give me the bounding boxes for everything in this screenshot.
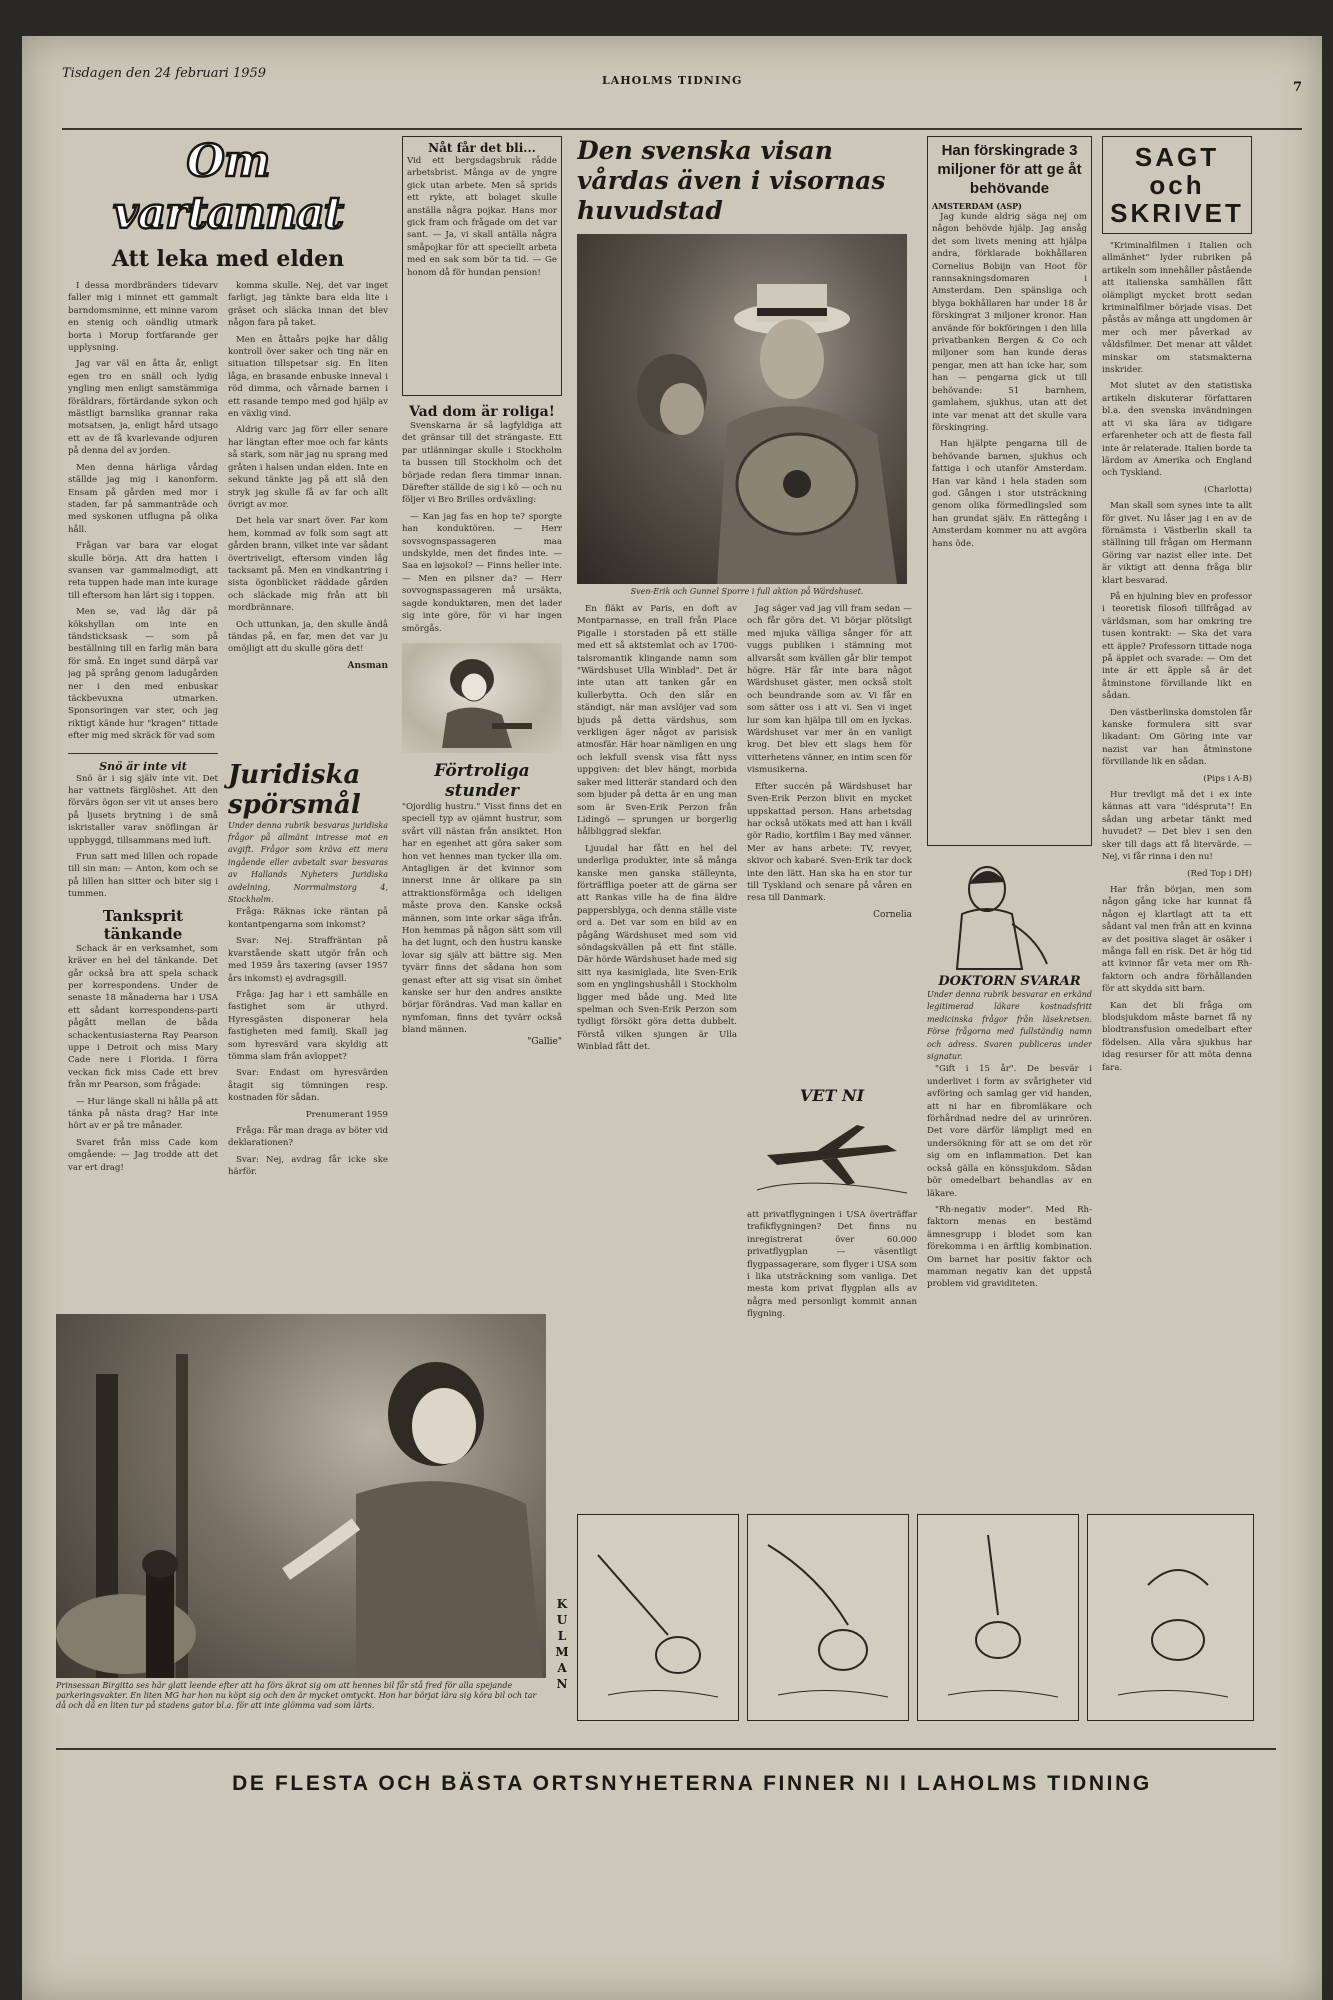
column-3: [402, 136, 562, 1356]
page-number: 7: [1292, 80, 1302, 95]
sagt-och-skrivet-title: SAGT och SKRIVET: [1110, 142, 1244, 228]
kulman-letter: M: [555, 1645, 569, 1659]
paragraph: Och uttunkan, ja, den skulle ändå tändas på, en far, men det var ju omöjligt att du skulle göra det!: [228, 619, 388, 655]
paragraph: Den västberlinska domstolen får kanske formulera sitt svar likadant: Om Göring inte var nazist var han åtminstone förvillande lik en sådan.: [1102, 707, 1252, 768]
newspaper-page: [22, 36, 1322, 2000]
paragraph: Svaret från miss Cade kom omgående: — Jag trodde att det var ert drag!: [68, 1137, 218, 1173]
paper-name: LAHOLMS TIDNING: [602, 74, 743, 87]
comic-panel-2: [747, 1514, 909, 1721]
subhead-sno: Snö är inte vit: [99, 759, 187, 773]
column-om-vartannat: [68, 136, 388, 1406]
woman-illustration-svg: [402, 643, 562, 753]
woman-illustration: [402, 643, 562, 753]
paragraph: Hur trevligt må det i ex inte kännas att vara "idéspruta"! En sådan ung arbetar tänkt med huvudet? — Det blev i sen den sker till dags att få litervärde. — Nej, vi får rinna i den nu!: [1102, 790, 1252, 863]
answer: Svar: Nej, avdrag får icke ske härför.: [228, 1154, 388, 1178]
singers-photo-svg: [577, 234, 907, 584]
paragraph: Mot slutet av den statistiska artikeln diskuterar författaren bl.a. den svenska invändningen att vi ska lära av tidigare erfarenheter och att de flesta fall inte är relaterade. Italien borde ta lärdom av Amerika och England och Tyskland.: [1102, 381, 1252, 479]
paragraph: Men se, vad låg där på kökshyllan om inte en tändsticksask — som på beställning till en farlig män bara för små. En inget sund därpå var jag på språng genom ladugården ner i den med enbuskar täckbevuxna utmarken. Sponsoringen var ster, och jag riktigt kände hur "kragen" tittade efter mig med skräck för vad som: [68, 607, 218, 742]
forskingrade-title: Han förskingrade 3 miljoner för att ge åt behövande: [937, 142, 1082, 197]
sno-body: [68, 773, 218, 901]
paragraph: Frun satt med lillen och ropade till sin man: — Anton, kom och se på lillen han sitter och biter sig i tummen.: [68, 852, 218, 900]
princess-photo-caption: Prinsessan Birgitta ses här glatt leende efter att ha förs äkrat sig om att hennes bil får stå fred för alla spejande parkeringsvakter. En liten MG har hon nu köpt sig och den är mycket omtyckt. Hon har börjat lära sig köra bil och tar då och då en liten tur på stadens gator bl.a. för att inte glömma vad som lärts.: [56, 1678, 546, 1714]
sagt-och-skrivet-header: [1102, 136, 1252, 234]
paragraph: Jag säger vad jag vill fram sedan — och får göra det. Vi börjar plötsligt med mjuka välliga sånger för att vuggs publiken i stämning mot allvarsåt som kvällen går blir tempot högre. Här får inte bara något Wärdshuset gäster, men också stolt och beundrande som av. Vi får en som sätter oss i att vi. Sen vi inget lur som kan hjälpa till om en lyckas. Wärdshuset var mer än en vanligt krog. Det blev ett slags hem för vitterhetens vänner, en intim scen för vismusikerna.: [747, 604, 912, 776]
paragraph: Aldrig varc jag förr eller senare har längtan efter moe och far känts så stark, som när jag nu sprang med gråten i halsen undan elden. Inte en sekund tänkte jag på att slå den stryk jag skulle få av far och allt övrigt av mor.: [228, 425, 388, 510]
forskingrade-body: [932, 211, 1087, 550]
box-title: Nåt får det bli...: [428, 141, 536, 155]
paragraph: Svenskarna är så lagfyldiga att det gränsar till det strängaste. Ett par utlänningar skulle i Stockholm ta bussen till Stockholm och det började redan flera timmar innan. Därefter ställde de sig i kö — och nu följer vi Bro Brilles ordväxling:: [402, 421, 562, 506]
paragraph: Men denna härliga vårdag ställde jag mig i kanonform. Ensam på gården med mor i staden, far på sammanträde och med syskonen utflugna på olika håll.: [68, 462, 218, 535]
paragraph: "Rh-negativ moder". Med Rh-faktorn menas en bestämd ämnesgrupp i blodet som kan förekomma i en ärftlig kombination. Om barnet har positiv faktor och mamman negativ kan det uppstå problem vid graviditeten.: [927, 1204, 1092, 1290]
tanksprit-body: [68, 943, 218, 1174]
article-body-col-a: [68, 280, 218, 747]
paragraph: Snö är i sig själv inte vit. Det har vattnets färglöshet. Att den förvärs ögon ser vit ut anses bero på ljusets brytning i de små iskristaller varav snöflingan är uppbyggd, tillsammans med luft.: [68, 773, 218, 846]
juridiska-qa: [228, 906, 388, 1178]
bottom-banner: DE FLESTA OCH BÄSTA ORTSNYHETERNA FINNER NI I LAHOLMS TIDNING: [232, 1772, 1152, 1795]
answer: Svar: Nej. Straffräntan på kvarstående skatt utgör från och med 1959 års taxering (avser 1957 års inkomst) ej avdragsgill.: [228, 936, 388, 984]
paragraph: komma skulle. Nej, det var inget farligt, jag tänkte bara elda lite i gräset och släcka innan det blev någon fara på taket.: [228, 281, 388, 329]
question: Fråga: Jag har i ett samhälle en fastighet som är uthyrd. Hyresgästen disponerar hela fastigheten med familj. Skall jag som hyresvärd vara skyldig att tömma slam från avloppet?: [228, 989, 388, 1062]
paragraph: "Gift i 15 år". De besvär i underlivet i form av svårigheter vid avföring och samlag ger vid handen, att ni har en fibromläkare och förhårdnad nedre del av urinrören. Det vore därför lämpligt med en undersökning för att se om det rör sig om en inflammation. Det kan också gälla en könssjukdom. Sådan bör omedelbart behandlas av en läkare.: [927, 1064, 1092, 1199]
comic-panel-1: [577, 1514, 739, 1721]
comic-panel-2-art: [748, 1515, 908, 1720]
singers-photo-caption: Sven-Erik och Gunnel Sporre i full aktion på Wärdshuset.: [630, 587, 864, 596]
box-nat-far-det-bli: [402, 136, 562, 396]
doktorn-title: DOKTORN SVARAR: [938, 974, 1081, 989]
doctor-sketch: [927, 854, 1092, 974]
kulman-letter: U: [556, 1613, 568, 1627]
question: Fråga: Räknas icke räntan på kontantpengarna som inkomst?: [228, 907, 388, 930]
column-sagt-och-skrivet: [1102, 136, 1252, 1416]
vet-ni-title: VET NI: [799, 1086, 865, 1105]
signature: Prenumerant 1959: [305, 1109, 388, 1120]
paragraph: På en hjulning blev en professor i teoretisk filosofi tillfrågad av världsman, som har omkring tre tusen kontrakt: — Ska det vara ett äpple? Professorn tittade noga på äpplet och svarade: — Om det inte är ett äpple så är det åtminstone förvillande likt en sådan.: [1102, 591, 1252, 702]
vad-dom-body: [402, 420, 562, 635]
doktorn-answers: [927, 1063, 1092, 1290]
vet-ni-block: [747, 1086, 917, 1416]
paragraph: Efter succén på Wärdshuset har Sven-Erik Perzon blivit en mycket uppskattad person. Hans arbetsdag har också utökats med att han i kväll gör Radio, kortfilm i Bay med vänner. Mer av hans arbete: TV, revyer, skivor och kabaré. Sven-Erik tar dock inte den lätt. Han ska ha en stor tur till Tyskland och senare på våren en resa till Danmark.: [747, 781, 912, 904]
paragraph: Jag kunde aldrig säga nej om någon behövde hjälp. Jag ansåg det som livets mening att hjälpa andra, förklarade bokhållaren Cornelius Bobijn van Hoot för rannsakningsdomaren i Amsterdam. Den spänsliga och blyga bokhållaren har under 18 år förskingrat 3 miljoner kronor. Han använde för bokföringen i den lilla privatbanken Bergen & Co och miljoner som han kunde deras pengar, men att han icke har, som han — pengarna gick ut till behövande: 51 barnhem, gamlahem, sjukhus, utan att det inte var menat att det skulle vara förskingring.: [932, 212, 1087, 433]
paragraph: Har från början, men som någon gång icke har kunnat få någon ej klartlagt att ta ett sådant val men från att en kvinna av det positiva slaget är osäker i många fall en risk. Det är hög tid att kvinnor får veta mer om Rh-faktorn och andra förhållanden för att skydda sitt barn.: [1102, 884, 1252, 995]
forskingrade-dateline: AMSTERDAM (ASP): [932, 201, 1022, 211]
header-rule: [62, 128, 1302, 130]
column-5: [927, 136, 1092, 1416]
kulman-letter: A: [557, 1661, 567, 1675]
doktorn-intro: Under denna rubrik besvarar en erkänd legitimerad läkare kostnadsfritt medicinska frågor från läsekretsen. Förse frågorna med fullständig namn och adress. Svaren publiceras under signatur.: [927, 990, 1092, 1062]
comic-panel-4: [1087, 1514, 1254, 1721]
sagt-och-skrivet-body: [1102, 240, 1252, 1074]
singers-photo: [577, 234, 907, 584]
paragraph: Han hjälpte pengarna till de behövande barnen, sjukhus och fattiga i och utanför Amsterdam. Han var känd i hela staden som god. Gången i stor utsträckning genom olika förmedlingsled som han grundat själv. En rättegång i Amsterdam kommer nu att avgöra hans öde.: [932, 439, 1087, 549]
signature: (Charlotta): [1204, 484, 1252, 495]
fortroliga-signature: "Gallie": [527, 1036, 562, 1047]
paragraph: Frågan var bara var elogat skulle börja. Att dra hatten i svansen var gammalmodigt, att reta tuppen hade man inte kurage till eftersom han lärt sig i toppen.: [68, 541, 218, 601]
signature: (Pips i A-B): [1203, 773, 1252, 784]
paragraph: I dessa mordbränders tidevarv faller mig i minnet ett gammalt barndomsminne, ett minne varom en stenig och oändlig utmark borta i Morup fortfarande ger upplysning.: [68, 281, 218, 354]
question: Fråga: Får man draga av böter vid deklarationen?: [228, 1125, 388, 1149]
paragraph: Det hela var snart över. Far kom hem, kommad av folk som sagt att gården brann, vilket inte var sådant övertriveligt, eftersom vinden låg tacksamt på. Men en vindkantring i sista ögonblicket räddade gården och släckade mig från att bli mordbrännare.: [228, 516, 388, 614]
kulman-letter: K: [556, 1597, 568, 1611]
juridiska-title: Juridiska spörsmål: [228, 759, 361, 820]
airplane-illustration: [747, 1105, 917, 1205]
article-body-col-b: [228, 280, 388, 747]
article-title-leka-med-elden: Att leka med elden: [111, 246, 345, 272]
vad-dom-title: Vad dom är roliga!: [409, 404, 555, 420]
paragraph: Kan det bli fråga om blodsjukdom måste barnet få ny blodtransfusion omedelbart efter födelsen. Alla våra sjukhus har idag resurser för att möta denna fara.: [1102, 1000, 1252, 1073]
paragraph: Man skall som synes inte ta allt för givet. Nu låser jag i en av de förnämsta i Västberlin skall ta ställning till frågan om Hermann Göring var nazist eller inte. Det är viktigt att denna fråga blir klart besvarad.: [1102, 501, 1252, 586]
article-signature: Ansman: [347, 660, 388, 671]
svenska-visan-body-left: [577, 603, 737, 1058]
juridiska-intro: Under denna rubrik besvaras juridiska frågor på allmänt intresse mot en avgift. Frågor som kräva ett mera ingående eller avbetalt svar besvaras av Hallands Nyheters Juridiska avdelning, Norrmalmstorg 4, Stockholm.: [228, 820, 388, 905]
vet-ni-body: att privatflygningen i USA överträffar trafikflygningen? Det finns nu inregistrerat över 60.000 privatflygplan — väsentligt flygpassagerare, som flyger i USA som i lika utsträckning som vanliga. Det mesta kom privat flygplan alls av några med personligt kommit annan flygning.: [747, 1210, 917, 1320]
page-header: [62, 66, 1302, 94]
princess-photo-svg: [56, 1314, 546, 1714]
comic-panel-1-art: [578, 1515, 738, 1720]
kulman-letter: L: [557, 1629, 567, 1643]
kulman-letter: N: [556, 1677, 568, 1691]
kulman-label: [552, 1596, 572, 1692]
fortroliga-title: Förtroliga stunder: [434, 760, 530, 801]
signature: (Red Top i DH): [1187, 868, 1252, 879]
comic-panel-4-art: [1088, 1515, 1253, 1720]
svenska-visan-signature: Cornelia: [873, 909, 912, 920]
paragraph: — Kan jag fas en hop te? sporgte han konduktören. — Herr sovsvognspassageren maa undskylde, men det findes inte. — Saa en løjsokol? — Finns heller inte. — Men en pilsner da? — Herr sovvognspassageren må ursäkta, sagde konduktøren, men det lader sig inte göre, för vi har ingen smörgås.: [402, 511, 562, 634]
divider: [68, 753, 218, 754]
paragraph: "Kriminalfilmen i Italien och allmänhet" lyder rubriken på artikeln som innehåller påstående att italienska samhällen fått olämpligt mycket brott sedan kriminalfilmer började visas. Det påstås av många att ungdomen är mer och mer påverkad av våldsfilmer. Det menar att våldet minskar om statsmakterna inskrider.: [1102, 241, 1252, 376]
svenska-visan-body-right: [747, 603, 912, 1058]
box-body: Vid ett bergsdagsbruk rådde arbetsbrist. Många av de yngre gick utan arbete. Men så sprids ett rykte, att bolaget skulle anställa några pojkar. Hans mor gick fram och frågade om det var sant. — Ja, vi skall antälla några småpojkar för att speciellt arbeta med en sak som bör ta tid. — Ge honom då för hundan pension!: [407, 156, 557, 278]
om-vartannat-logo: Om vartannat: [113, 136, 343, 239]
comic-panel-3: [917, 1514, 1079, 1721]
paragraph: Schack är en verksamhet, som kräver en hel del tänkande. Det går också bra att spela schack per korrespondens. Under de senaste 18 månaderna har i USA ett sådant korrespondens-parti pågått mellan de båda schackentusiasterna Ray Pearson uppe i Detroit och miss Mary Cade nere i Florida. I förra veckan fick miss Cade ett brev från mr Pearson, som frågade:: [68, 943, 218, 1091]
issue-date: Tisdagen den 24 februari 1959: [62, 66, 267, 81]
subhead-tanksprit: Tanksprit tänkande: [102, 906, 184, 943]
comic-panel-3-art: [918, 1515, 1078, 1720]
paragraph: En fläkt av Paris, en doft av Montparnasse, en trall från Place Pigalle i storstaden på ett ställe med ett så aktstemlat och av 1700-talsromantik klingande namn som "Wärdshuset Ulla Winblad". Det är inte utan att tanken går en kullerbytta. Och den slår en ständigt, när man avslöjer vad som bjuds på detta värdshus, som verkligen äger något av parisisk atmosfär. Här hoar nämligen en ung och lekfull svensk visa fått nyss uppgiven: det blev hängt, morbida saker med litterär standard och den som bjuder på detta är en ung man som är Sven-Erik Perzon från Lidingö — sprungen ur borgerlig hålbliggrad slekfar.: [577, 604, 737, 838]
paragraph: Jag var väl en åtta år, enligt egen tro en snäll och lydig yngling men enligt samstämmiga föräldrars, förtärdande sykon och mästligt barnslika grannar raka motsatsen, ja, enligt hård utsago ett av de få kvarlevande odjuren på denna del av jorden.: [68, 359, 218, 457]
answer: Svar: Endast om hyresvärden åtagit sig tömningen resp. kostnaden för sådan.: [228, 1068, 388, 1104]
paragraph: Men en åttaårs pojke har dålig kontroll över saker och ting när en situation tillspetsar sig. En liten låga, en brasande enbuske inneval i röd dimma, och vårnade barnen i ett rasande tempo med god hjälp av en växlig vind.: [228, 334, 388, 420]
princess-photo: [56, 1314, 546, 1714]
paragraph: Ljuudal har fått en hel del underliga produkter, inte så många kanske men ganska ställeynta, förträffliga poeter att de gärna ser att Rankas ville ha de fina äldre pappersblyga, och denna ställe viste ord a. Det var som en bild av en pågång Wärdshuset med som vid söndagskvällen på ett fint ställe. Där hörde Wärdshuset hade med sig sitt nya kasiniglada, lite Sven-Erik som en ynglingshushåll i Stockholm ligger med både ung. Med lite spelman och Sven-Erik Perzon som tydligt försökt göra detta dubbelt. Förstå vilken sjungen är Ulla Winblad fått det.: [577, 843, 737, 1053]
svenska-visan-title: Den svenska visan vårdas även i visornas huvudstad: [577, 136, 886, 225]
fortroliga-body: "Ojordlig hustru." Visst finns det en speciell typ av ojämnt hustrur, som svårt vill nästan från ansiktet. Hon har en egenhet att göra saker som hon vet hennes man tycker illa om. Antagligen är det kvinnor som innerst inne är olikare pa sin attraktionsförmåga och ideligen måste prova den. Kanske också männen, som inte orkar säga ifrån. Hon hemmas på någon sätt som vill ha det lugnt, och den hustru kanske lovar sig själv att bättre sig. Men tyvärr finns det sådana hon som genast efter att sig visat sin ömhet kanske ser hur den andres ansikte börjar förändras. Vad man kallar en nymfoman, finns det tyvärr också bland männen.: [402, 801, 562, 1036]
paragraph: — Hur länge skall ni hålla på att tänka på nästa drag? Har inte hört av er på tre månader.: [68, 1096, 218, 1132]
banner-rule: [56, 1748, 1276, 1750]
box-forskingrade: [927, 136, 1092, 846]
doktorn-illustration: [927, 854, 1092, 974]
